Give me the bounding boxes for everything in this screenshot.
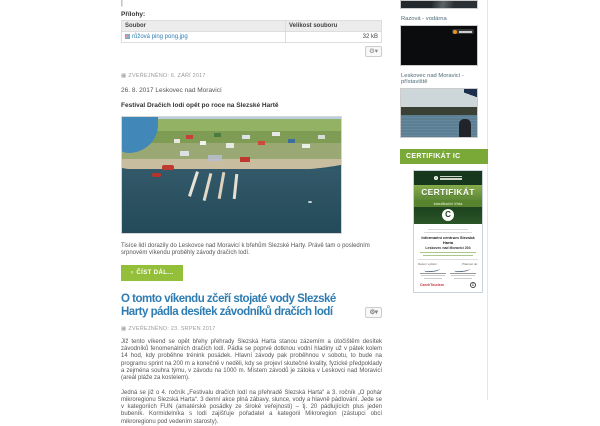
attachments-table [121, 20, 382, 43]
sidebar [400, 0, 488, 400]
article2-paragraph-1: Již tento víkend se opět břehy přehrady Slezská Harta stanou zázemím a útočištěm desítek závodníků fenomenálních dračích lodí. Pádla se poprvé dotknou vodní hladiny už v pátek kolem 14 hod, kdy proběhne trénink posádek. Hlavní závody pak proběhnou v sobotu, to bude na programu sprint na 200 m a konečně v neděli, kdy se projeví skutečné kvality, fyzické předpoklady a zejména souhra týmu, v závodu na 1000 m. Místem závodů je zátoka v Leskovci nad Moravicí (areál pláže za kostelem). [121, 338, 382, 382]
article-photo-aerial-dragon-boats [121, 116, 342, 234]
certificate-holder-address: Leskovec nad Moravicí 204 [425, 246, 471, 250]
article1-excerpt: Tisíce lidí dorazily do Leskovce nad Moravicí k břehům Slezské Harty. Právě tam o posledním srpnovém víkendu proběhly závody dračích lodí. [121, 243, 370, 257]
certificate-class-band [414, 207, 482, 224]
webcam-image-top-cropped[interactable] [400, 0, 478, 9]
weather-logo-icon [453, 30, 457, 34]
webcam-watermark [452, 29, 474, 34]
article2-title [121, 293, 382, 319]
atic-logo-icon: C [471, 282, 475, 287]
valid-label: Platnost do: [462, 261, 478, 266]
certificate-org-logo [414, 171, 482, 185]
webcam-flag-overlay [464, 89, 477, 98]
gear-icon: ⚙ [368, 48, 375, 55]
attachment-file-size: 32 kB [286, 32, 382, 43]
truncated-text-fragment: | [121, 0, 123, 7]
issued-label: Datum vydání: [418, 261, 438, 266]
caret-down-icon: ▾ [374, 308, 378, 316]
article2-published [121, 326, 382, 332]
attachments-header-row [122, 21, 382, 32]
article1-dateline: 26. 8. 2017 Leskovec nad Moravicí [121, 87, 222, 94]
image-file-icon [125, 34, 130, 39]
certificate-dates [418, 259, 478, 266]
certificate-body [414, 224, 482, 292]
red-boats [162, 165, 174, 170]
main-content [121, 0, 382, 426]
chevron-right-icon: › [131, 269, 134, 276]
calendar-icon: ▦ [121, 325, 127, 332]
paddler [308, 201, 312, 203]
article1-published [121, 73, 382, 79]
table-row [122, 32, 382, 43]
certificate-title: CERTIFIKÁT [414, 185, 482, 200]
webcam2-label[interactable]: Leskovec nad Moravicí - přístaviště [401, 73, 464, 85]
webcam1-label[interactable]: Razová - vodárna [401, 16, 447, 22]
article1-tools-button[interactable] [365, 46, 382, 57]
article2-paragraph-2: Jedná se již o 4. ročník „Festivalu dračích lodí na přehradě Slezská Harta“ a 3. ročník „O pohár mikroregionu Slezská Harta“. 3 denní akce plná zábavy, slunce, vody a hlavně pádlování. Jede se v kategoriích FUN (amatérské posádky ze široké veřejnosti) – tj. 20 pádlujících plus jeden bubeník. Kormidelníka s lodí zajišťuje pořadatel a kategorii Mikroregion (zástupci obcí mikroregionu pod vedením starosty). [121, 389, 382, 425]
certificate-holder-name: Informační centrum Slezská Harta [421, 235, 475, 245]
czechtourism-logo: CzechTourism [420, 282, 444, 287]
calendar-icon: ▦ [121, 73, 127, 79]
article1-title [121, 51, 382, 66]
gear-icon: ⚙ [369, 308, 375, 316]
webcam2-image-lake[interactable] [400, 88, 478, 138]
attachment-file-link[interactable]: růžová ping pong.jpg [132, 34, 188, 40]
read-more-button[interactable] [121, 265, 183, 281]
certificate-subtitle: klasifikační třída [414, 200, 482, 207]
article2-title-link[interactable]: O tomto víkendu zčeří stojaté vody Slezské Harty pádla desítek závodníků dračích lodí [121, 292, 336, 318]
certificate-image [413, 170, 483, 293]
column-size: Velikost souboru [286, 21, 382, 32]
article2-tools-button[interactable] [365, 307, 382, 318]
class-c-badge: C [442, 209, 454, 221]
article1-subheading: Festival Dračích lodí opět po roce na Slezské Hartě [121, 102, 279, 109]
red-boats [152, 173, 161, 177]
certificate-section-header: CERTIFIKÁT IC [400, 149, 488, 164]
attachments-label: Přílohy: [121, 11, 146, 18]
article1-published-text: ZVEŘEJNĚNO: 6. ZÁŘÍ 2017 [128, 73, 206, 79]
caret-down-icon: ▾ [374, 48, 379, 55]
column-file: Soubor [122, 21, 286, 32]
certificate-footer-logos [418, 282, 478, 289]
webcam1-image-night[interactable] [400, 25, 478, 66]
article2-published-text: ZVEŘEJNĚNO: 23. SRPEN 2017 [128, 325, 216, 332]
foreground-silhouette [459, 119, 471, 137]
certificate-signatures [418, 269, 478, 279]
read-more-label: ČÍST DÁL... [136, 269, 174, 276]
info-icon: i [435, 176, 437, 180]
